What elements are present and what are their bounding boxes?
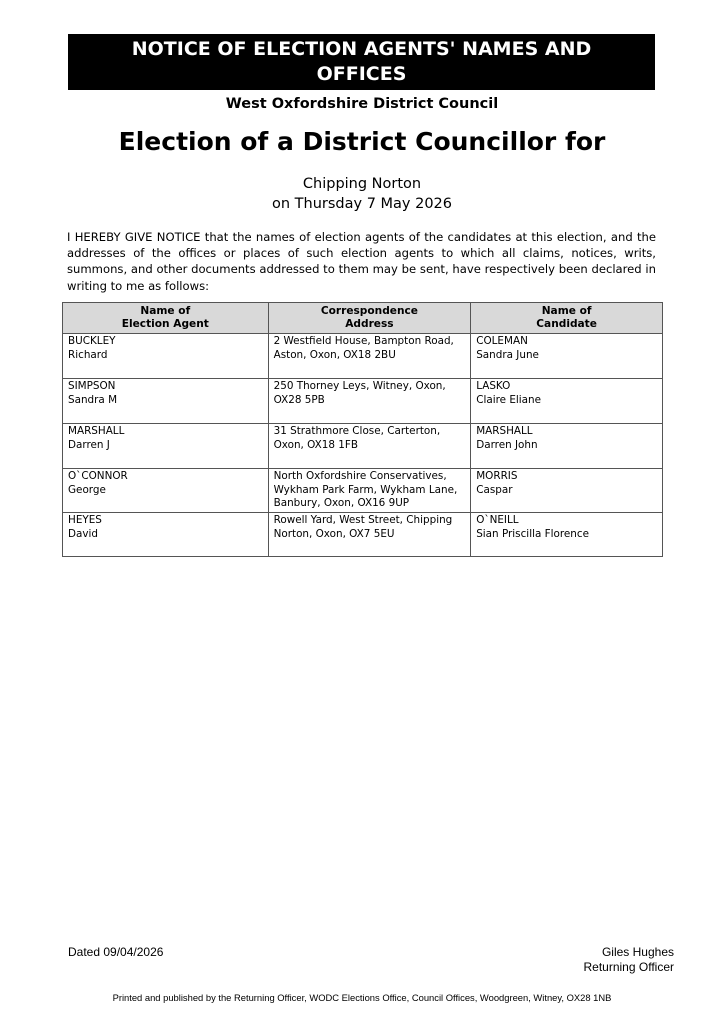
address-line: Rowell Yard, West Street, Chipping: [273, 514, 453, 526]
dated-text: Dated 09/04/2026: [68, 945, 164, 959]
header-label: Candidate: [536, 318, 597, 330]
address-line: Wykham Park Farm, Wykham Lane,: [273, 483, 458, 496]
address-line: 250 Thorney Leys, Witney, Oxon,: [273, 380, 446, 392]
address-line: 31 Strathmore Close, Carterton,: [273, 425, 441, 437]
notice-heading-line1: NOTICE OF ELECTION AGENTS' NAMES AND: [131, 38, 592, 60]
agent-forename: Richard: [68, 348, 108, 361]
agent-forename: Darren J: [68, 438, 110, 451]
table-row: [63, 424, 663, 469]
agents-table: [62, 302, 663, 557]
candidate-cell: [471, 379, 663, 424]
header-correspondence-address: [268, 303, 471, 334]
candidate-cell: [471, 424, 663, 469]
returning-officer-signature: [584, 945, 675, 975]
table-header-row: [63, 303, 663, 334]
header-label: Name of: [140, 305, 191, 317]
candidate-surname: LASKO: [476, 380, 511, 392]
candidate-forename: Sian Priscilla Florence: [476, 527, 589, 540]
candidate-surname: MARSHALL: [476, 425, 533, 437]
imprint-footer: Printed and published by the Returning Officer, WODC Elections Office, Council Offices, Woodgreen, Witney, OX28 1NB: [112, 992, 612, 1003]
agent-surname: BUCKLEY: [68, 335, 116, 347]
address-line: Oxon, OX18 1FB: [273, 438, 359, 451]
agent-cell: [63, 424, 269, 469]
address-cell: [268, 379, 471, 424]
agent-forename: George: [68, 483, 106, 496]
address-line: Banbury, Oxon, OX16 9UP: [273, 497, 410, 509]
election-date: on Thursday 7 May 2026: [271, 196, 453, 212]
ward-and-date: [0, 174, 724, 214]
header-label: Address: [345, 318, 394, 330]
table-row: [63, 513, 663, 557]
candidate-surname: COLEMAN: [476, 335, 528, 347]
address-line: North Oxfordshire Conservatives,: [273, 470, 447, 482]
agent-cell: [63, 334, 269, 379]
header-election-agent: [63, 303, 269, 334]
header-label: Name of: [541, 305, 592, 317]
address-line: OX28 5PB: [273, 393, 325, 406]
ward-name: Chipping Norton: [302, 176, 422, 192]
table-row: [63, 379, 663, 424]
agent-surname: O`CONNOR: [68, 470, 128, 482]
address-line: 2 Westfield House, Bampton Road,: [273, 335, 454, 347]
address-cell: [268, 513, 471, 557]
candidate-forename: Sandra June: [476, 348, 539, 361]
table-row: [63, 469, 663, 513]
notice-body: I HEREBY GIVE NOTICE that the names of election agents of the candidates at this election, and the addresses of the offices or places of such election agents to which all claims, notices, writs, summons, and other documents addressed to them may be sent, have respectively been declared in writing to me as follows:: [67, 230, 656, 293]
council-name: West Oxfordshire District Council: [225, 96, 499, 112]
candidate-forename: Claire Eliane: [476, 393, 542, 406]
agent-surname: MARSHALL: [68, 425, 125, 437]
address-cell: [268, 334, 471, 379]
agent-surname: HEYES: [68, 514, 102, 526]
candidate-surname: O`NEILL: [476, 514, 519, 526]
agent-forename: David: [68, 527, 98, 540]
candidate-cell: [471, 513, 663, 557]
candidate-forename: Caspar: [476, 483, 513, 496]
agent-surname: SIMPSON: [68, 380, 116, 392]
candidate-cell: [471, 334, 663, 379]
header-label: Election Agent: [121, 318, 209, 330]
officer-name: Giles Hughes: [601, 945, 674, 959]
agent-cell: [63, 469, 269, 513]
candidate-cell: [471, 469, 663, 513]
table-row: [63, 334, 663, 379]
candidate-forename: Darren John: [476, 438, 538, 451]
address-cell: [268, 424, 471, 469]
officer-title: Returning Officer: [583, 960, 674, 974]
notice-heading-banner: [68, 34, 655, 90]
address-line: Aston, Oxon, OX18 2BU: [273, 348, 396, 361]
header-candidate: [471, 303, 663, 334]
header-label: Correspondence: [320, 305, 418, 317]
agent-cell: [63, 379, 269, 424]
address-line: Norton, Oxon, OX7 5EU: [273, 527, 395, 540]
notice-heading-line2: OFFICES: [316, 63, 407, 85]
candidate-surname: MORRIS: [476, 470, 518, 482]
address-cell: [268, 469, 471, 513]
election-title: Election of a District Councillor for: [118, 127, 606, 156]
agent-cell: [63, 513, 269, 557]
agent-forename: Sandra M: [68, 393, 118, 406]
